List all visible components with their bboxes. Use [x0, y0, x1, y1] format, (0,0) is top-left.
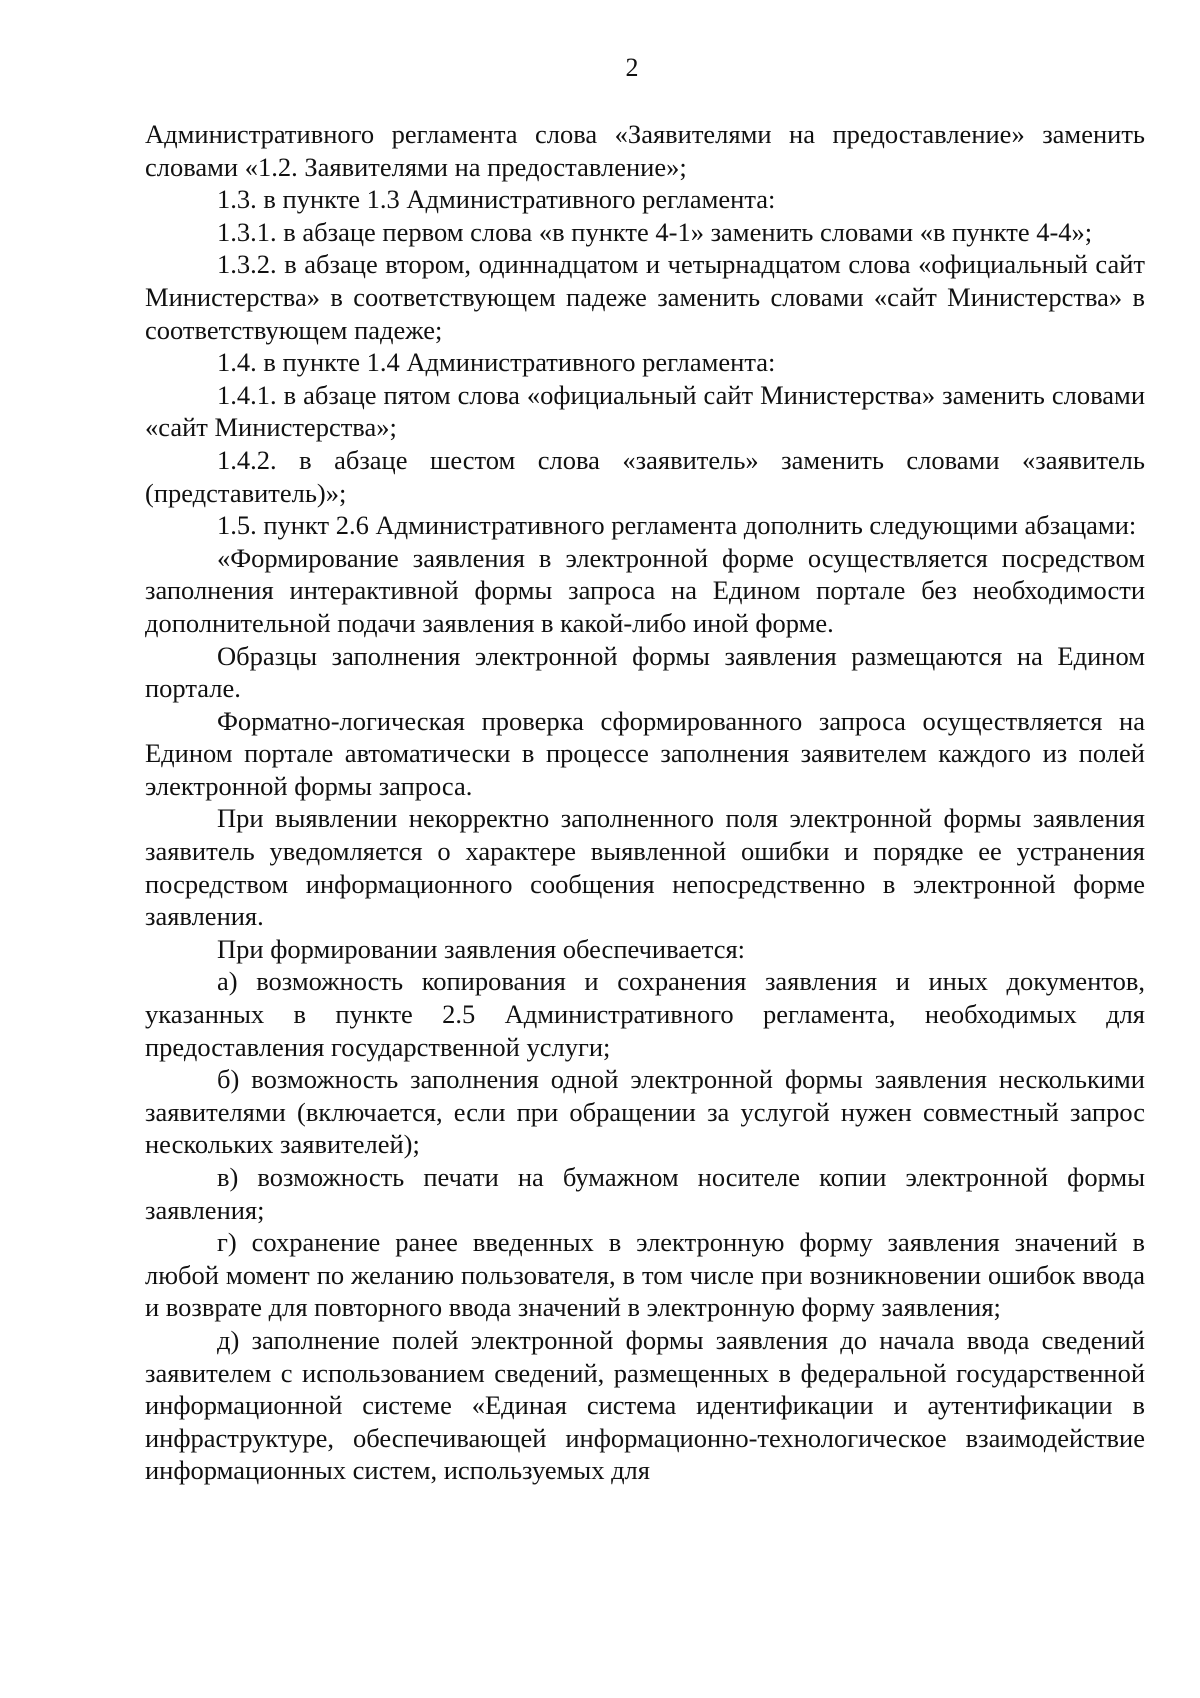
- paragraph: 1.3. в пункте 1.3 Административного регламента:: [217, 184, 776, 215]
- page-number: 2: [625, 53, 639, 82]
- paragraph: Образцы заполнения электронной формы заявления размещаются на Едином портале.: [145, 640, 1145, 704]
- paragraph: 1.5. пункт 2.6 Административного регламента дополнить следующими абзацами:: [217, 510, 1137, 541]
- paragraph: При формировании заявления обеспечивается:: [217, 933, 746, 964]
- paragraph: 1.4. в пункте 1.4 Административного регламента:: [217, 347, 776, 378]
- paragraph: г) сохранение ранее введенных в электронную форму заявления значений в любой момент по желанию пользователя, в том числе при возникновении ошибок ввода и возврате для повторного ввода значений в электронную форму заявления;: [145, 1227, 1145, 1323]
- paragraph: «Формирование заявления в электронной форме осуществляется посредством заполнения интерактивной формы запроса на Едином портале без необходимости дополнительной подачи заявления в какой-либо иной форме.: [145, 542, 1145, 638]
- document-body: [145, 118, 1145, 1487]
- paragraph: в) возможность печати на бумажном носителе копии электронной формы заявления;: [145, 1162, 1145, 1225]
- paragraph: а) возможность копирования и сохранения заявления и иных документов, указанных в пункте 2.5 Административного регламента, необходимых для предоставления государственной услуги;: [145, 966, 1145, 1062]
- paragraph: 1.3.1. в абзаце первом слова «в пункте 4-1» заменить словами «в пункте 4-4»;: [217, 216, 1093, 247]
- paragraph: Форматно-логическая проверка сформированного запроса осуществляется на Едином портале автоматически в процессе заполнения заявителем каждого из полей электронной формы запроса.: [145, 705, 1145, 801]
- paragraph: 1.3.2. в абзаце втором, одиннадцатом и четырнадцатом слова «официальный сайт Министерства» в соответствующем падеже заменить словами «сайт Министерства» в соответствующем падеже;: [145, 249, 1145, 345]
- paragraph: д) заполнение полей электронной формы заявления до начала ввода сведений заявителем с использованием сведений, размещенных в федеральной государственной информационной системе «Единая система идентификации и аутентификации в инфраструктуре, обеспечивающей информационно-технологическое взаимодействие информационных систем, используемых для: [145, 1324, 1145, 1486]
- paragraph: При выявлении некорректно заполненного поля электронной формы заявления заявитель уведомляется о характере выявленной ошибки и порядке ее устранения посредством информационного сообщения непосредственно в электронной форме заявления.: [145, 803, 1145, 932]
- paragraph: 1.4.1. в абзаце пятом слова «официальный сайт Министерства» заменить словами «сайт Министерства»;: [145, 379, 1145, 443]
- paragraph: б) возможность заполнения одной электронной формы заявления несколькими заявителями (включается, если при обращении за услугой нужен совместный запрос нескольких заявителей);: [145, 1064, 1145, 1160]
- paragraph: Административного регламента слова «Заявителями на предоставление» заменить словами «1.2. Заявителями на предоставление»;: [145, 119, 1145, 182]
- paragraph: 1.4.2. в абзаце шестом слова «заявитель» заменить словами «заявитель (представитель)»;: [145, 444, 1145, 508]
